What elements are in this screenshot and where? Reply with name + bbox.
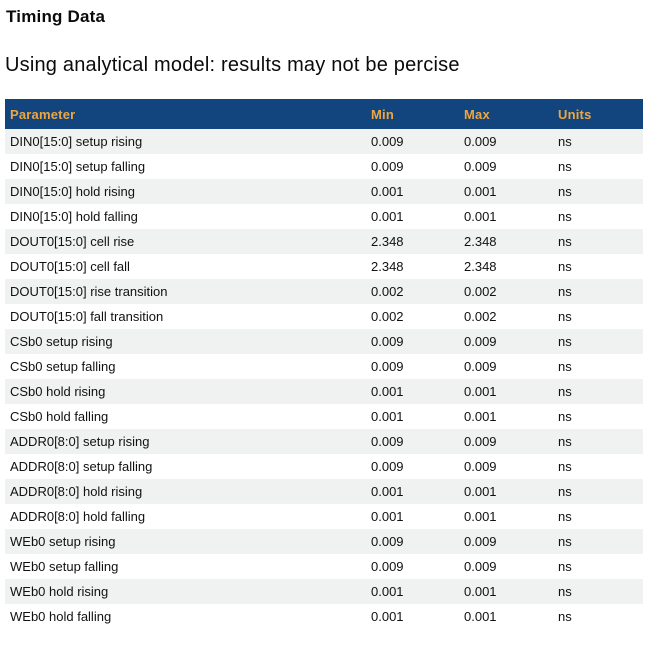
min-cell: 0.001 [371, 509, 404, 524]
table-row [5, 254, 643, 279]
units-cell: ns [558, 384, 572, 399]
units-cell: ns [558, 309, 572, 324]
max-cell: 0.002 [464, 284, 497, 299]
min-cell: 0.001 [371, 184, 404, 199]
max-cell: 0.001 [464, 184, 497, 199]
units-cell: ns [558, 284, 572, 299]
units-cell: ns [558, 609, 572, 624]
min-cell: 0.009 [371, 459, 404, 474]
parameter-cell: DOUT0[15:0] cell fall [10, 259, 130, 274]
table-row [5, 304, 643, 329]
min-cell: 0.009 [371, 534, 404, 549]
units-cell: ns [558, 509, 572, 524]
parameter-cell: ADDR0[8:0] setup rising [10, 434, 150, 449]
parameter-cell: WEb0 hold rising [10, 584, 109, 599]
min-cell: 2.348 [371, 234, 404, 249]
units-cell: ns [558, 434, 572, 449]
parameter-cell: DOUT0[15:0] cell rise [10, 234, 135, 249]
units-cell: ns [558, 334, 572, 349]
table-row [5, 454, 643, 479]
min-cell: 0.001 [371, 484, 404, 499]
max-cell: 2.348 [464, 234, 497, 249]
parameter-cell: ADDR0[8:0] hold falling [10, 509, 146, 524]
min-cell: 0.001 [371, 384, 404, 399]
parameter-cell: DOUT0[15:0] fall transition [10, 309, 164, 324]
table-row [5, 529, 643, 554]
page-title: Timing Data [6, 7, 106, 26]
max-cell: 2.348 [464, 259, 497, 274]
min-cell: 0.009 [371, 134, 404, 149]
parameter-cell: DIN0[15:0] hold rising [10, 184, 136, 199]
parameter-cell: WEb0 hold falling [10, 609, 112, 624]
column-header-parameter: Parameter [5, 99, 366, 129]
units-cell: ns [558, 484, 572, 499]
timing-table-header [5, 99, 643, 129]
parameter-cell: DIN0[15:0] setup rising [10, 134, 143, 149]
max-cell: 0.001 [464, 609, 497, 624]
min-cell: 0.002 [371, 309, 404, 324]
max-cell: 0.001 [464, 209, 497, 224]
table-row [5, 129, 643, 154]
table-row [5, 204, 643, 229]
column-header-max: Max [459, 99, 553, 129]
max-cell: 0.001 [464, 509, 497, 524]
table-row [5, 554, 643, 579]
max-cell: 0.009 [464, 559, 497, 574]
parameter-cell: DIN0[15:0] hold falling [10, 209, 138, 224]
parameter-cell: ADDR0[8:0] hold rising [10, 484, 143, 499]
min-cell: 0.009 [371, 159, 404, 174]
units-cell: ns [558, 184, 572, 199]
header-row [5, 99, 643, 129]
min-cell: 0.001 [371, 609, 404, 624]
max-cell: 0.002 [464, 309, 497, 324]
max-cell: 0.009 [464, 359, 497, 374]
model-disclaimer-subtitle: Using analytical model: results may not be percise [5, 54, 460, 76]
units-cell: ns [558, 159, 572, 174]
table-row [5, 604, 643, 629]
table-row [5, 404, 643, 429]
table-row [5, 229, 643, 254]
parameter-cell: CSb0 hold falling [10, 409, 109, 424]
max-cell: 0.009 [464, 434, 497, 449]
max-cell: 0.001 [464, 384, 497, 399]
min-cell: 0.002 [371, 284, 404, 299]
min-cell: 0.009 [371, 334, 404, 349]
parameter-cell: DIN0[15:0] setup falling [10, 159, 146, 174]
min-cell: 0.001 [371, 209, 404, 224]
table-row [5, 379, 643, 404]
max-cell: 0.009 [464, 334, 497, 349]
min-cell: 2.348 [371, 259, 404, 274]
units-cell: ns [558, 209, 572, 224]
column-header-min: Min [366, 99, 459, 129]
table-row [5, 479, 643, 504]
parameter-cell: CSb0 setup rising [10, 334, 113, 349]
units-cell: ns [558, 234, 572, 249]
parameter-cell: CSb0 hold rising [10, 384, 106, 399]
max-cell: 0.001 [464, 584, 497, 599]
table-row [5, 579, 643, 604]
units-cell: ns [558, 259, 572, 274]
max-cell: 0.009 [464, 459, 497, 474]
min-cell: 0.001 [371, 409, 404, 424]
timing-table [5, 99, 643, 629]
units-cell: ns [558, 584, 572, 599]
max-cell: 0.009 [464, 134, 497, 149]
max-cell: 0.009 [464, 534, 497, 549]
table-row [5, 429, 643, 454]
parameter-cell: ADDR0[8:0] setup falling [10, 459, 153, 474]
units-cell: ns [558, 534, 572, 549]
units-cell: ns [558, 459, 572, 474]
parameter-cell: DOUT0[15:0] rise transition [10, 284, 168, 299]
table-row [5, 279, 643, 304]
min-cell: 0.009 [371, 434, 404, 449]
max-cell: 0.001 [464, 484, 497, 499]
min-cell: 0.009 [371, 559, 404, 574]
units-cell: ns [558, 409, 572, 424]
table-row [5, 154, 643, 179]
units-cell: ns [558, 134, 572, 149]
min-cell: 0.009 [371, 359, 404, 374]
max-cell: 0.009 [464, 159, 497, 174]
max-cell: 0.001 [464, 409, 497, 424]
table-row [5, 329, 643, 354]
parameter-cell: CSb0 setup falling [10, 359, 116, 374]
parameter-cell: WEb0 setup falling [10, 559, 119, 574]
table-row [5, 504, 643, 529]
timing-table-body [5, 129, 643, 629]
min-cell: 0.001 [371, 584, 404, 599]
table-row [5, 179, 643, 204]
table-row [5, 354, 643, 379]
units-cell: ns [558, 359, 572, 374]
units-cell: ns [558, 559, 572, 574]
column-header-units: Units [553, 99, 643, 129]
parameter-cell: WEb0 setup rising [10, 534, 116, 549]
